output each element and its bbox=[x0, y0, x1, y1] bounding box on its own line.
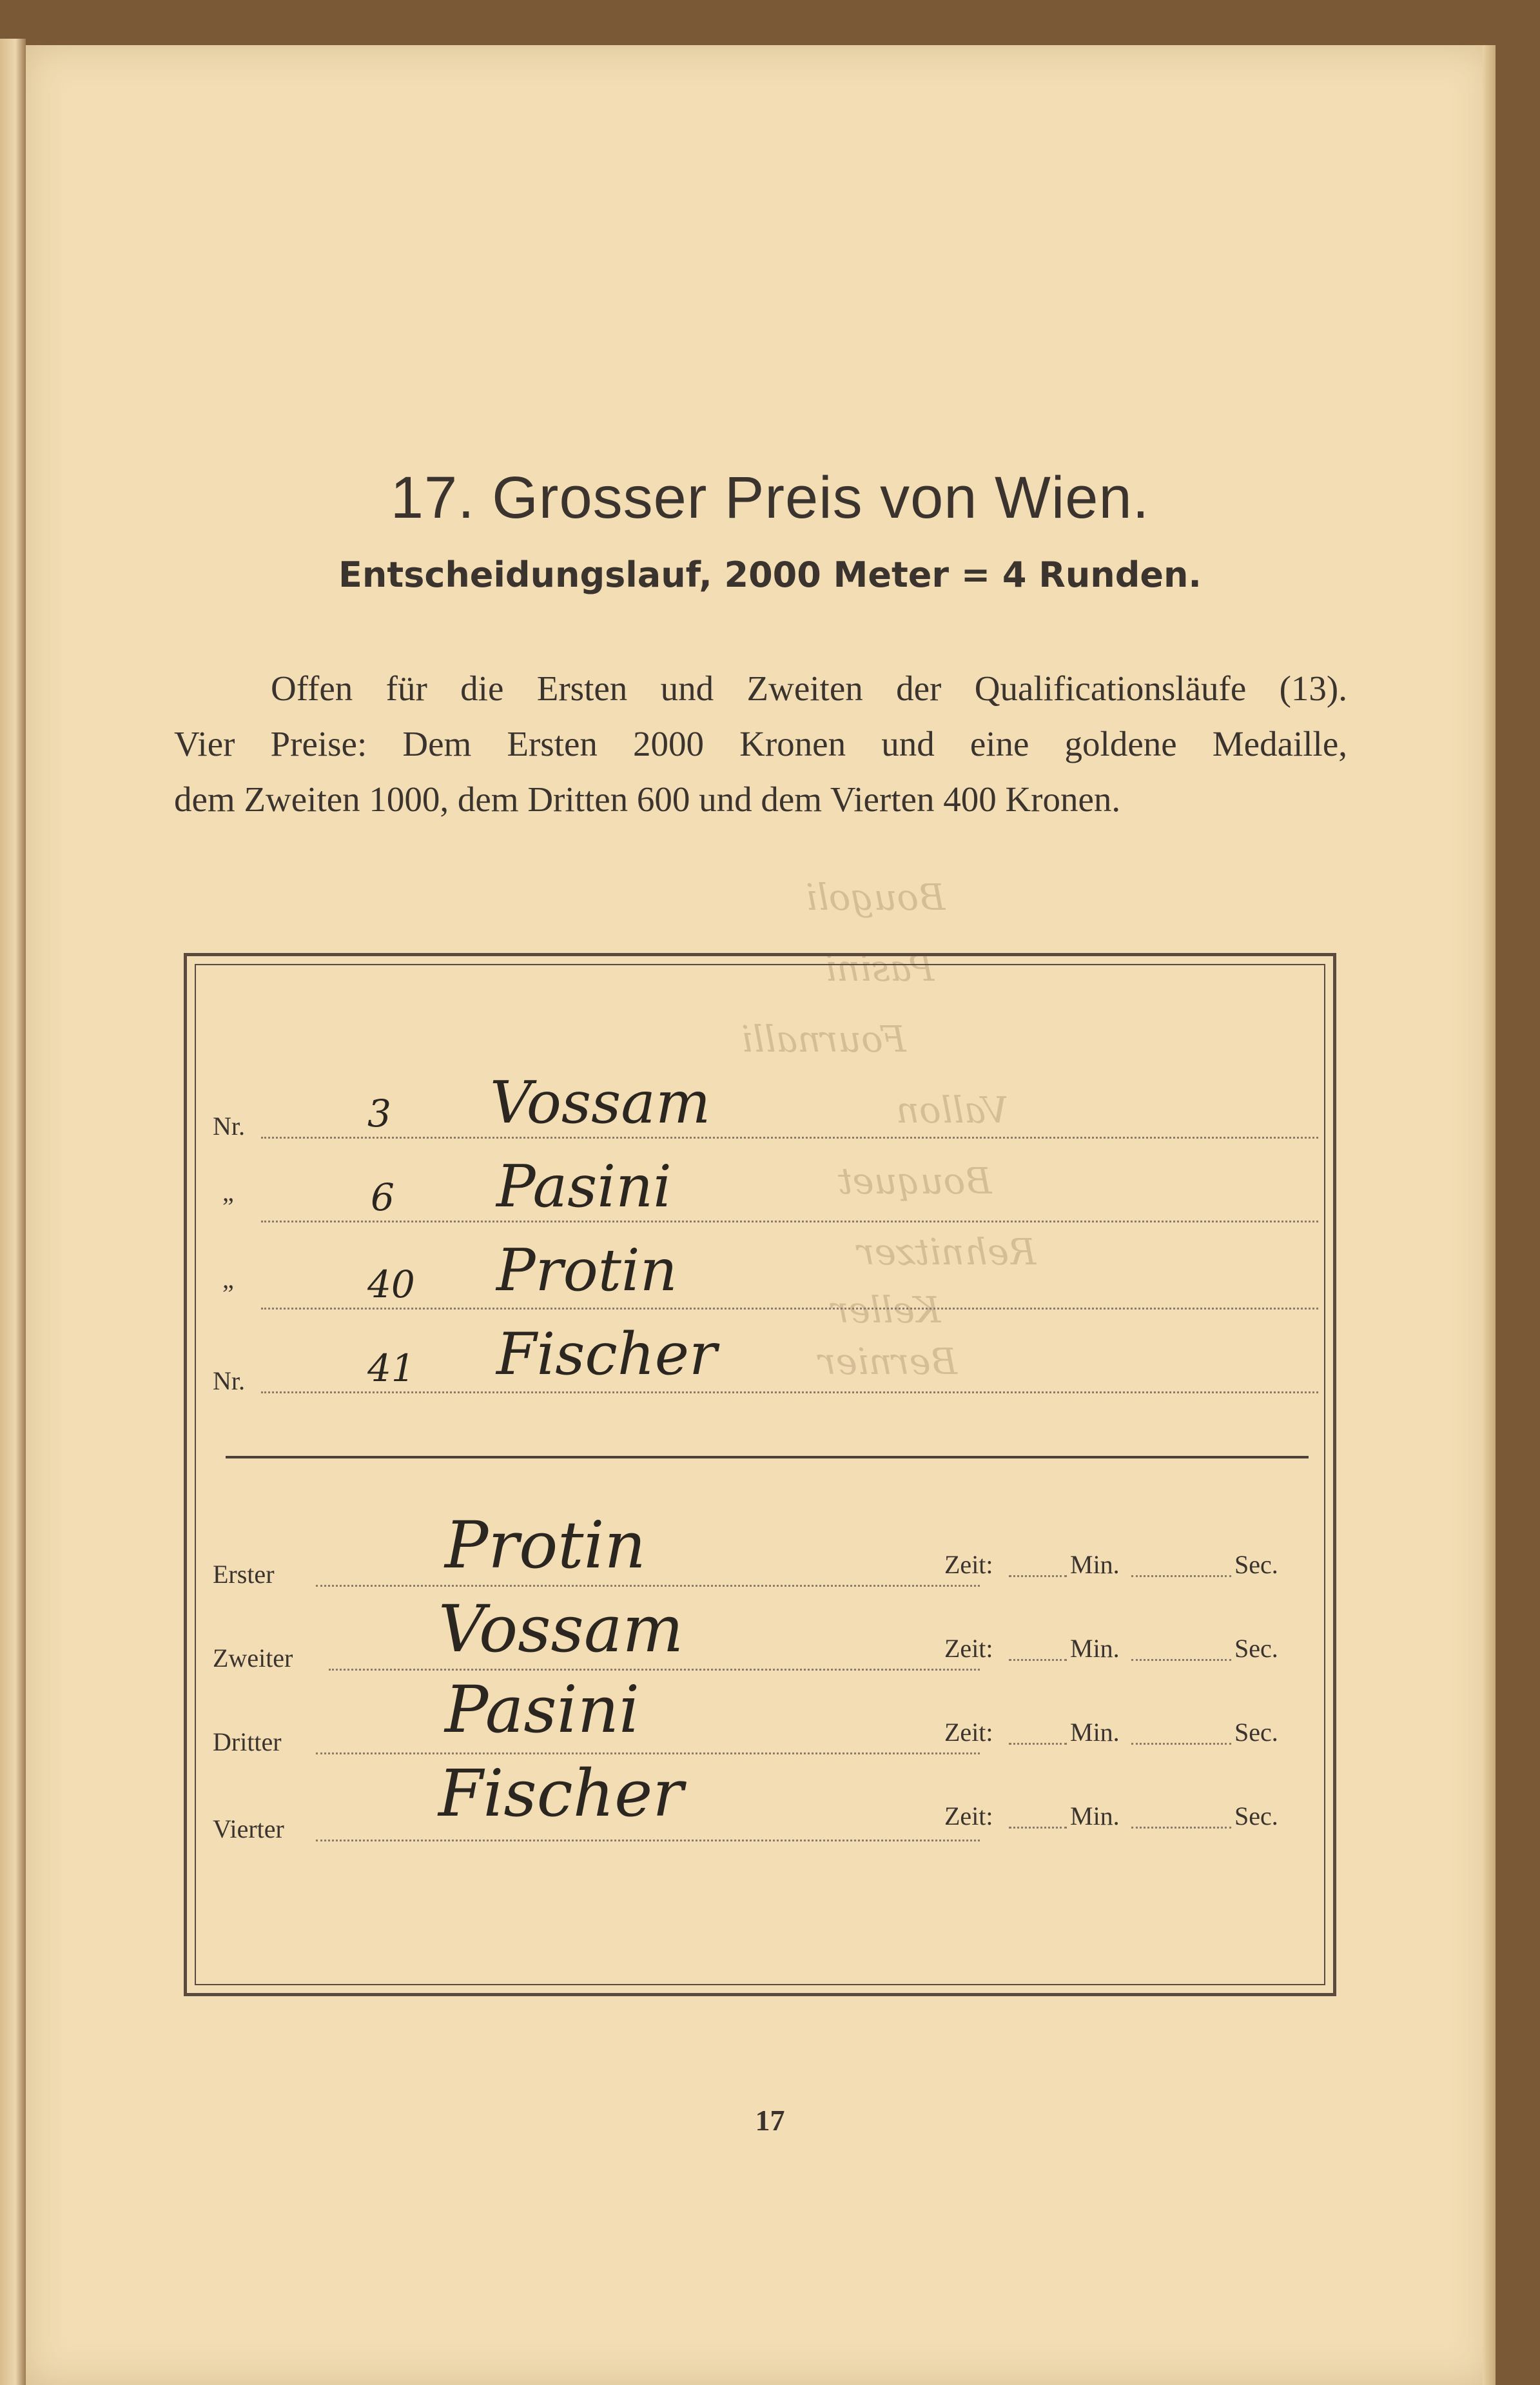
entry-line bbox=[261, 1391, 1318, 1393]
intro-line: Vier Preise: Dem Ersten 2000 Kronen und eine goldene Medaille, bbox=[174, 724, 1347, 763]
time-label: Zeit: bbox=[944, 1550, 993, 1579]
result-name: Protin bbox=[445, 1507, 646, 1583]
show-through-text: Bouquet bbox=[838, 1161, 992, 1202]
min-label: Min. bbox=[1070, 1550, 1120, 1579]
result-name: Pasini bbox=[445, 1672, 640, 1747]
time-line bbox=[1131, 1659, 1231, 1661]
page-edge bbox=[1483, 45, 1496, 2385]
starter-prefix: ” bbox=[222, 1192, 234, 1221]
show-through-text: Bougoli bbox=[806, 877, 946, 919]
place-label: Dritter bbox=[213, 1727, 282, 1756]
facing-page-edge bbox=[0, 39, 26, 2385]
race-entry-form bbox=[184, 953, 1336, 1996]
place-label: Zweiter bbox=[213, 1644, 293, 1673]
time-line bbox=[1009, 1743, 1067, 1745]
sec-label: Sec. bbox=[1234, 1634, 1278, 1663]
page-number: 17 bbox=[755, 2104, 785, 2137]
entry-line bbox=[261, 1137, 1318, 1139]
starter-number: 41 bbox=[367, 1346, 415, 1390]
starter-number: 3 bbox=[367, 1092, 391, 1135]
time-label: Zeit: bbox=[944, 1634, 993, 1663]
sec-label: Sec. bbox=[1234, 1801, 1278, 1830]
starter-number: 40 bbox=[367, 1262, 415, 1306]
result-name: Vossam bbox=[438, 1591, 684, 1667]
time-line bbox=[1009, 1827, 1067, 1829]
sec-label: Sec. bbox=[1234, 1550, 1278, 1579]
starter-prefix: Nr. bbox=[213, 1366, 245, 1395]
entry-line bbox=[316, 1752, 980, 1754]
time-line bbox=[1131, 1743, 1231, 1745]
entry-line bbox=[261, 1308, 1318, 1310]
entry-line bbox=[329, 1669, 980, 1671]
form-inner-frame bbox=[195, 964, 1325, 1985]
show-through-text: Bernier bbox=[819, 1341, 957, 1383]
starter-name: Protin bbox=[496, 1237, 677, 1304]
show-through-text: Rehnitzer bbox=[857, 1232, 1037, 1273]
min-label: Min. bbox=[1070, 1634, 1120, 1663]
race-subtitle: Entscheidungslauf, 2000 Meter = 4 Runden. bbox=[338, 555, 1202, 595]
starter-name: Pasini bbox=[496, 1153, 672, 1221]
show-through-text: Vallon bbox=[896, 1090, 1009, 1132]
time-line bbox=[1131, 1827, 1231, 1829]
min-label: Min. bbox=[1070, 1801, 1120, 1830]
time-line bbox=[1009, 1659, 1067, 1661]
entry-line bbox=[316, 1585, 980, 1587]
page-title: 17. Grosser Preis von Wien. bbox=[390, 465, 1150, 531]
show-through-text: Pasini bbox=[825, 948, 935, 990]
race-description bbox=[174, 661, 1347, 827]
entry-line bbox=[261, 1221, 1318, 1222]
starter-prefix: ” bbox=[222, 1279, 234, 1308]
time-label: Zeit: bbox=[944, 1718, 993, 1747]
show-through-text: Fournalli bbox=[741, 1019, 906, 1061]
intro-line: dem Zweiten 1000, dem Dritten 600 und dem Vierten 400 Kronen. bbox=[174, 780, 1121, 819]
starter-name: Fischer bbox=[496, 1320, 717, 1388]
place-label: Erster bbox=[213, 1560, 275, 1589]
entry-line bbox=[316, 1840, 980, 1841]
time-line bbox=[1009, 1575, 1067, 1577]
starter-prefix: Nr. bbox=[213, 1112, 245, 1141]
place-label: Vierter bbox=[213, 1814, 284, 1843]
min-label: Min. bbox=[1070, 1718, 1120, 1747]
time-label: Zeit: bbox=[944, 1801, 993, 1830]
result-name: Fischer bbox=[438, 1756, 684, 1831]
starter-name: Vossam bbox=[490, 1069, 711, 1137]
sec-label: Sec. bbox=[1234, 1718, 1278, 1747]
show-through-text: Keller bbox=[832, 1290, 941, 1331]
section-divider bbox=[226, 1456, 1309, 1458]
intro-line: Offen für die Ersten und Zweiten der Qualificationsläufe (13). bbox=[271, 669, 1347, 708]
starter-number: 6 bbox=[371, 1175, 395, 1219]
time-line bbox=[1131, 1575, 1231, 1577]
